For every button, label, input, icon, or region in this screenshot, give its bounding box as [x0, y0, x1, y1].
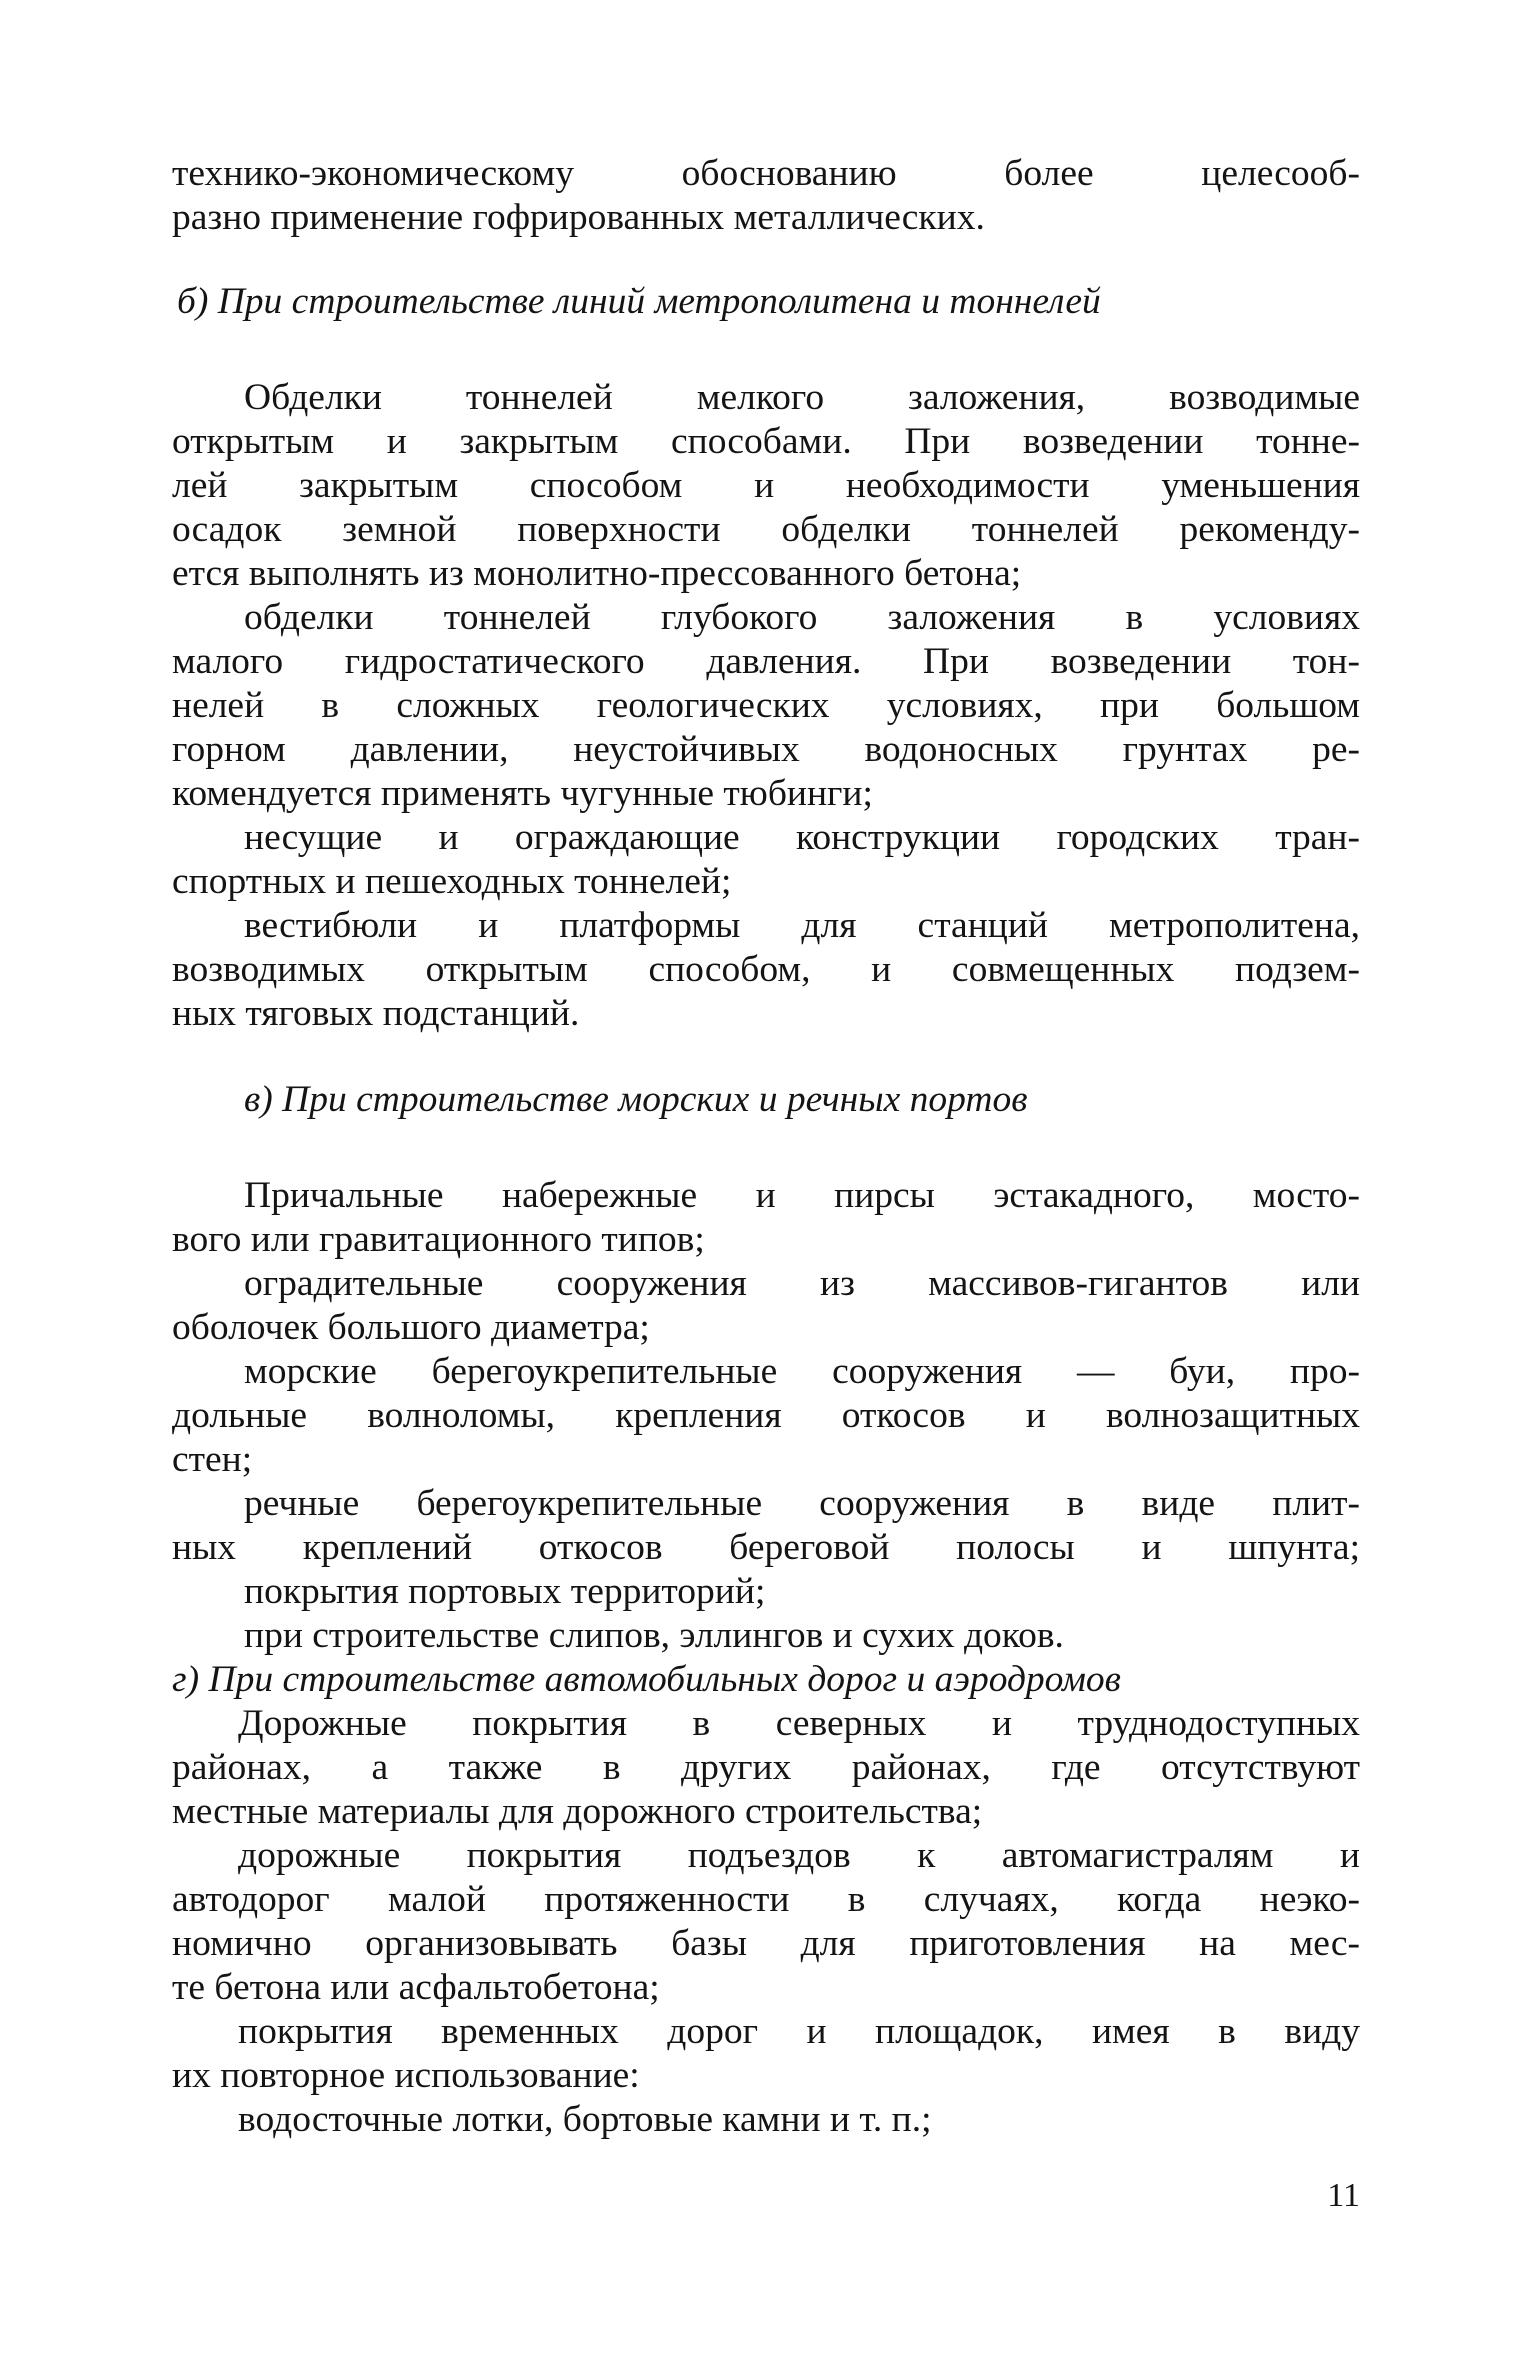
text-line: покрытия временных дорог и площадок, имея в виду [238, 2011, 1360, 2052]
text-line: Обделки тоннелей мелкого заложения, возводимые [244, 377, 1360, 418]
section-b-heading: б) При строительстве линий метрополитена и тоннелей [177, 281, 1101, 322]
text-line: стен; [172, 1439, 253, 1480]
text-line: возводимых открытым способом, и совмещенных подзем- [172, 949, 1360, 990]
text-line: Причальные набережные и пирсы эстакадного, мосто- [244, 1175, 1360, 1216]
text-line: спортных и пешеходных тоннелей; [172, 861, 732, 902]
book-page [172, 150, 1360, 2300]
section-v-heading: в) При строительстве морских и речных портов [244, 1079, 1028, 1120]
text-line: ных креплений откосов береговой полосы и шпунта; [172, 1527, 1360, 1568]
text-line: открытым и закрытым способами. При возведении тонне- [172, 421, 1360, 462]
text-line: вестибюли и платформы для станций метрополитена, [244, 905, 1360, 946]
text-line: оболочек большого диаметра; [172, 1307, 650, 1348]
text-line: Дорожные покрытия в северных и труднодоступных [238, 1703, 1360, 1744]
text-line: осадок земной поверхности обделки тоннелей рекоменду- [172, 509, 1360, 550]
text-line: вого или гравитационного типов; [172, 1219, 705, 1260]
text-line: морские берегоукрепительные сооружения — буи, про- [244, 1351, 1360, 1392]
text-line: дольные волноломы, крепления откосов и волнозащитных [172, 1395, 1360, 1436]
section-g-heading: г) При строительстве автомобильных дорог и аэродромов [172, 1659, 1121, 1700]
text-line: номично организовывать базы для приготовления на мес- [172, 1923, 1360, 1964]
page-number: 11 [1327, 2177, 1360, 2214]
text-line: малого гидростатического давления. При возведении тон- [172, 641, 1360, 682]
text-line: автодорог малой протяженности в случаях, когда неэко- [172, 1879, 1360, 1920]
text-line: районах, а также в других районах, где отсутствуют [172, 1747, 1360, 1788]
text-line: лей закрытым способом и необходимости уменьшения [172, 465, 1360, 506]
text-line: те бетона или асфальтобетона; [172, 1967, 660, 2008]
text-line: их повторное использование: [172, 2055, 640, 2096]
text-line: разно применение гофрированных металлических. [172, 197, 985, 238]
text-line: комендуется применять чугунные тюбинги; [172, 773, 873, 814]
text-line: дорожные покрытия подъездов к автомагистралям и [238, 1835, 1360, 1876]
text-line: речные берегоукрепительные сооружения в виде плит- [244, 1483, 1360, 1524]
text-line: горном давлении, неустойчивых водоносных грунтах ре- [172, 729, 1360, 770]
text-line: оградительные сооружения из массивов-гигантов или [244, 1263, 1360, 1304]
text-line: ных тяговых подстанций. [172, 993, 580, 1034]
text-line: покрытия портовых территорий; [244, 1571, 766, 1612]
text-line: несущие и ограждающие конструкции городских тран- [244, 817, 1360, 858]
text-line: обделки тоннелей глубокого заложения в условиях [244, 597, 1360, 638]
text-line: водосточные лотки, бортовые камни и т. п.; [238, 2099, 932, 2140]
text-line: местные материалы для дорожного строительства; [172, 1791, 983, 1832]
text-line: ется выполнять из монолитно-прессованного бетона; [172, 553, 1022, 594]
text-line: технико-экономическому обоснованию более целесооб- [172, 153, 1360, 194]
text-line: при строительстве слипов, эллингов и сухих доков. [244, 1615, 1064, 1656]
text-line: нелей в сложных геологических условиях, при большом [172, 685, 1360, 726]
